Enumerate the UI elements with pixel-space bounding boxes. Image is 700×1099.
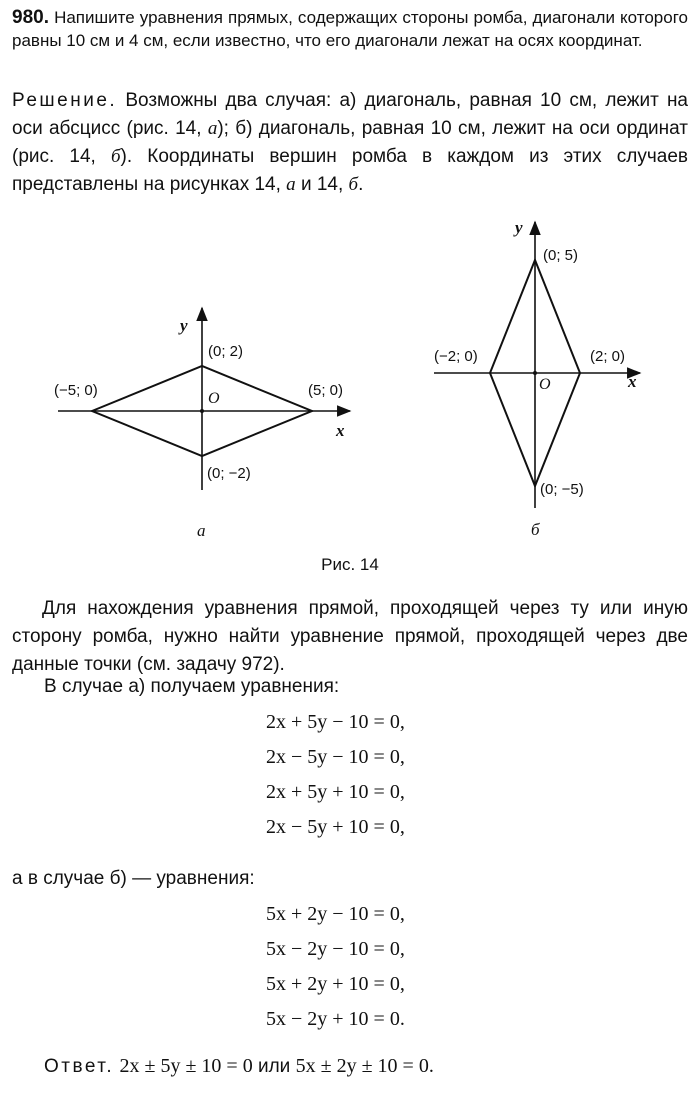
figure-a — [54, 308, 350, 540]
fig-b-y-label: y — [515, 218, 523, 237]
equation-b-2: 5x − 2y − 10 = 0, — [266, 938, 405, 960]
solution-text-5: . — [358, 174, 364, 195]
fig-b-vertex-bottom: (0; −5) — [540, 481, 584, 498]
figure-caption: Рис. 14 — [321, 555, 379, 574]
figure-b — [434, 218, 640, 539]
solution-label: Решение. — [12, 90, 118, 111]
figure-14 — [0, 205, 700, 550]
solution-ref-a-2: а — [286, 174, 296, 195]
case-b-intro: а в случае б) — уравнения: — [12, 868, 255, 889]
answer-equation-2: 5x ± 2y ± 10 = 0. — [295, 1055, 434, 1077]
equation-a-2: 2x − 5y − 10 = 0, — [266, 746, 405, 768]
equation-a-1: 2x + 5y − 10 = 0, — [266, 711, 405, 733]
fig-a-vertex-top: (0; 2) — [208, 343, 244, 360]
solution-ref-b: б — [110, 146, 121, 167]
equation-b-4: 5x − 2y + 10 = 0. — [266, 1008, 405, 1030]
fig-b-sublabel: б — [531, 520, 540, 539]
case-a-intro: В случае а) получаем уравнения: — [44, 676, 340, 697]
fig-a-vertex-left: (−5; 0) — [54, 382, 98, 399]
solution-ref-b-2: б — [348, 174, 359, 195]
answer-or: или — [257, 1056, 291, 1077]
fig-a-sublabel: а — [197, 521, 206, 540]
equation-a-4: 2x − 5y + 10 = 0, — [266, 816, 405, 838]
solution-text-1: Возможны два случая: а) диагональ, равная 10 см, лежит на оси абсцисс (рис. 14, — [12, 90, 688, 139]
answer-line — [44, 1055, 434, 1078]
fig-a-vertex-right: (5; 0) — [308, 382, 344, 399]
problem-number: 980. — [12, 7, 49, 28]
fig-a-vertex-bottom: (0; −2) — [207, 465, 251, 482]
answer-label: Ответ. — [44, 1056, 115, 1077]
fig-a-origin-dot — [200, 409, 204, 413]
equation-a-3: 2x + 5y + 10 = 0, — [266, 781, 405, 803]
equation-b-1: 5x + 2y − 10 = 0, — [266, 903, 405, 925]
fig-b-vertex-left: (−2; 0) — [434, 348, 478, 365]
problem-statement — [12, 6, 688, 52]
answer-equation-1: 2x ± 5y ± 10 = 0 — [119, 1055, 253, 1077]
fig-a-x-label: x — [336, 421, 345, 440]
fig-b-x-label: x — [628, 372, 637, 391]
solution-text-3: ). Координаты вершин ромба в каждом из этих случаев представлены на рисунках 14, — [12, 146, 688, 195]
fig-a-origin-label: O — [208, 390, 220, 407]
solution-text-4: и 14, — [295, 174, 349, 195]
solution-paragraph — [12, 87, 688, 199]
solution-ref-a: а — [207, 118, 218, 139]
fig-b-vertex-top: (0; 5) — [543, 247, 579, 264]
fig-b-origin-label: O — [539, 376, 551, 393]
fig-a-y-label: y — [180, 316, 188, 335]
method-paragraph: Для нахождения уравнения прямой, проходящей через ту или иную сторону ромба, нужно найти уравнение прямой, проходящей через две данные точки (см. задачу 972). — [12, 598, 688, 675]
fig-b-origin-dot — [533, 371, 537, 375]
problem-text: Напишите уравнения прямых, содержащих стороны ромба, диагонали которого равны 10 см и 4 см, если известно, что его диагонали лежат на осях координат. — [12, 8, 688, 50]
solution-text-2: ); б) диагональ, равная 10 см, лежит на оси ординат (рис. 14, — [12, 118, 688, 167]
fig-b-vertex-right: (2; 0) — [590, 348, 626, 365]
equation-b-3: 5x + 2y + 10 = 0, — [266, 973, 405, 995]
